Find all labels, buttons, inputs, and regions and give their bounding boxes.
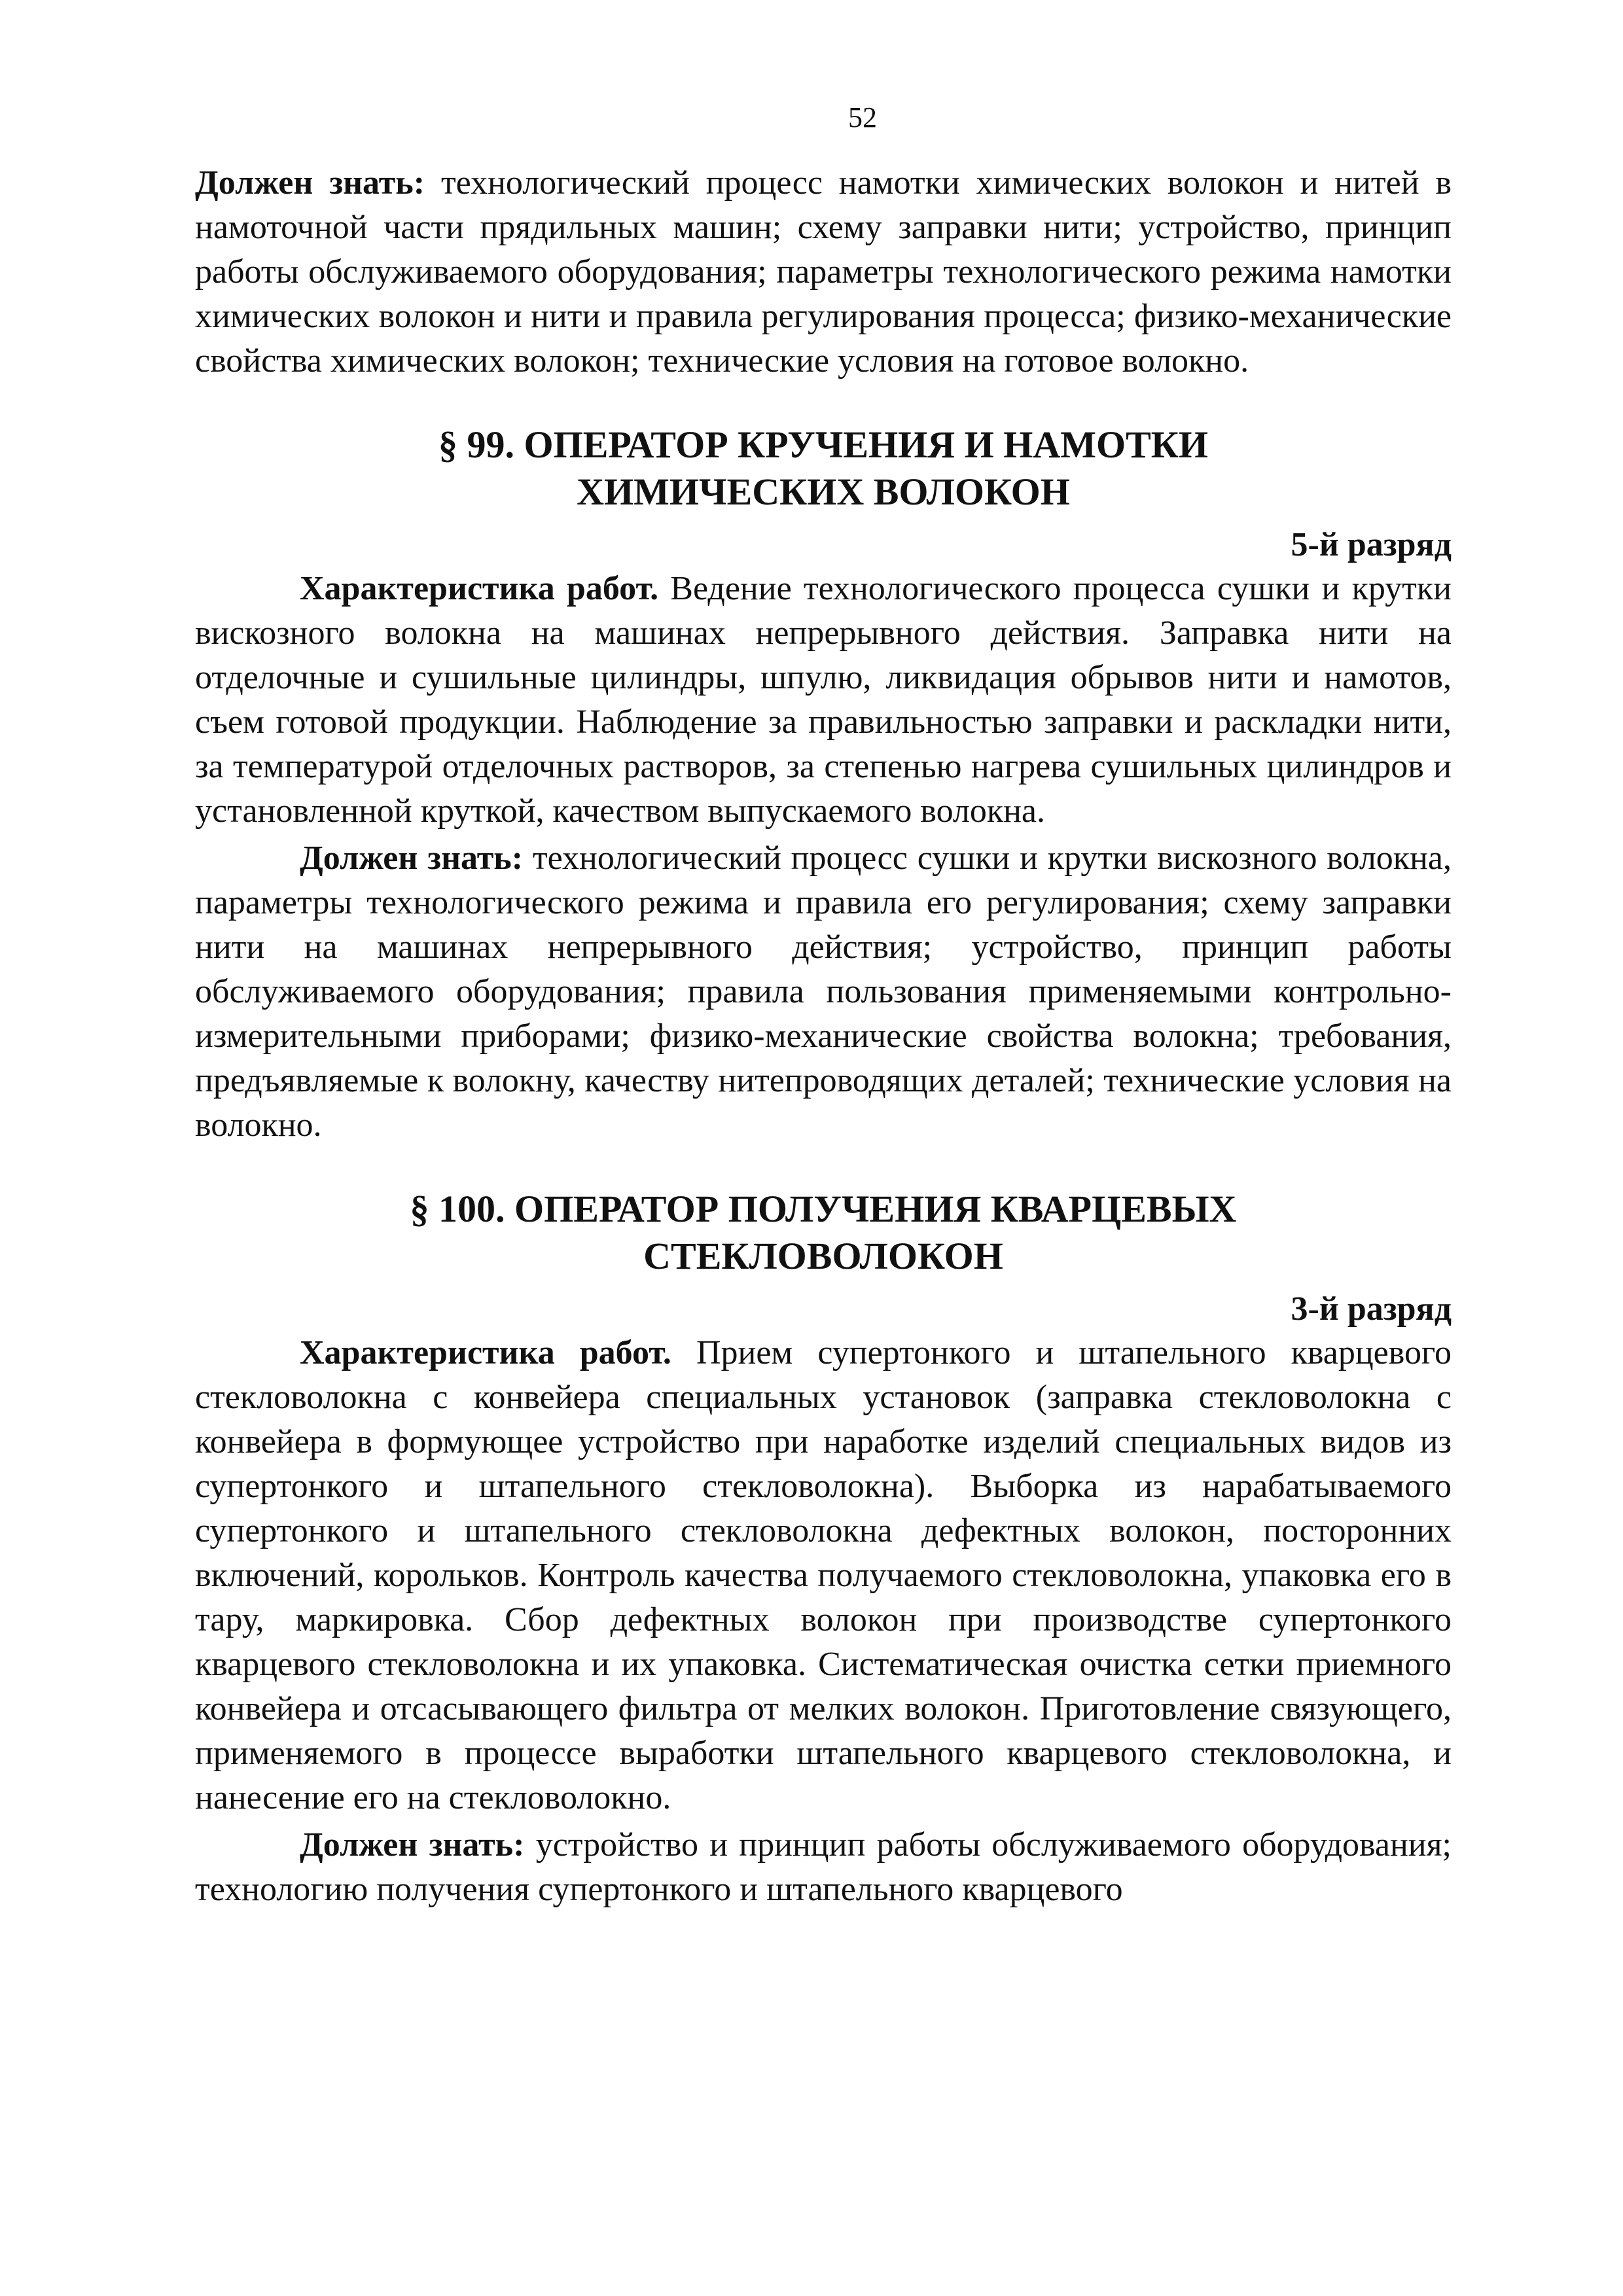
section-99-title-line2: ХИМИЧЕСКИХ ВОЛОКОН bbox=[577, 470, 1070, 513]
section-100-know-label: Должен знать: bbox=[300, 1826, 525, 1863]
section-99-title-line1: § 99. ОПЕРАТОР КРУЧЕНИЯ И НАМОТКИ bbox=[438, 423, 1208, 466]
intro-text: технологический процесс намотки химических волокон и нитей в намоточной части прядильных машин; схему заправки нити; устройство, принцип работы обслуживаемого оборудования; параметры технологического режима намотки химических волокон и нити и правила регулирования процесса; физико-механические свойства химических волокон; технические условия на готовое волокно. bbox=[195, 164, 1452, 380]
section-100-work-label: Характеристика работ. bbox=[300, 1334, 671, 1371]
section-99-grade: 5-й разряд bbox=[1291, 526, 1452, 563]
section-100-work-text: Прием супертонкого и штапельного кварцевого стекловолокна с конвейера специальных установок (заправка стекловолокна с конвейера в формующее устройство при наработке изделий специальных видов из супертонкого и штапельного стекловолокна). Выборка из нарабатываемого супертонкого и штапельного стекловолокна дефектных волокон, посторонних включений, корольков. Контроль качества получаемого стекловолокна, упаковка его в тару, маркировка. Сбор дефектных волокон при производстве супертонкого кварцевого стекловолокна и их упаковка. Систематическая очистка сетки приемного конвейера и отсасывающего фильтра от мелких волокон. Приготовление связующего, применяемого в процессе выработки штапельного кварцевого стекловолокна, и нанесение его на стекловолокно. bbox=[195, 1334, 1452, 1816]
section-100-know-text: устройство и принцип работы обслуживаемого оборудования; технологию получения супертонкого и штапельного кварцевого bbox=[195, 1826, 1452, 1908]
section-99-know-paragraph bbox=[195, 836, 1452, 1148]
section-99-know-text: технологический процесс сушки и крутки вискозного волокна, параметры технологического режима и правила его регулирования; схему заправки нити на машинах непрерывного действия; устройство, принцип работы обслуживаемого оборудования; правила пользования применяемыми контрольно-измерительными приборами; физико-механические свойства волокна; требования, предъявляемые к волокну, качеству нитепроводящих деталей; технические условия на волокно. bbox=[195, 839, 1452, 1144]
page-number: 52 bbox=[848, 101, 877, 133]
section-100-title-line2: СТЕКЛОВОЛОКОН bbox=[643, 1235, 1003, 1277]
section-99-work-label: Характеристика работ. bbox=[300, 570, 659, 607]
section-100-grade: 3-й разряд bbox=[1291, 1290, 1452, 1328]
section-99-know-label: Должен знать: bbox=[300, 839, 524, 877]
section-99-work-paragraph bbox=[195, 567, 1452, 834]
document-page bbox=[195, 98, 1452, 1912]
section-100-title bbox=[195, 1186, 1452, 1280]
intro-lead-label: Должен знать: bbox=[195, 164, 425, 202]
section-100-title-line1: § 100. ОПЕРАТОР ПОЛУЧЕНИЯ КВАРЦЕВЫХ bbox=[410, 1188, 1237, 1230]
section-99-work-text: Ведение технологического процесса сушки и крутки вискозного волокна на машинах непрерывного действия. Заправка нити на отделочные и сушильные цилиндры, шпулю, ликвидация обрывов нити и намотов, съем готовой продукции. Наблюдение за правильностью заправки и раскладки нити, за температурой отделочных растворов, за степенью нагрева сушильных цилиндров и установленной круткой, качеством выпускаемого волокна. bbox=[195, 570, 1452, 830]
intro-paragraph bbox=[195, 161, 1452, 383]
section-100-work-paragraph bbox=[195, 1331, 1452, 1820]
section-100-know-paragraph bbox=[195, 1823, 1452, 1912]
section-99-title bbox=[195, 421, 1452, 516]
